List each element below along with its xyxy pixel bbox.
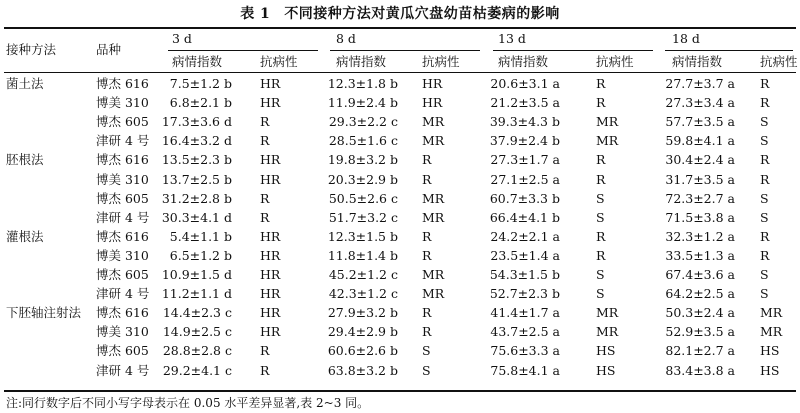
resistance-value: HR	[260, 95, 281, 110]
resistance-value: S	[596, 191, 605, 206]
disease-index-value: 11.8±1.4 b	[327, 248, 398, 263]
resistance-value: S	[760, 114, 769, 129]
disease-index-value: 29.3±2.2 c	[328, 114, 398, 129]
resistance-value: R	[760, 229, 770, 244]
disease-index-value: 75.8±4.1 a	[490, 363, 560, 378]
header-resistance-1: 抗病性	[422, 54, 460, 69]
resistance-value: R	[422, 229, 432, 244]
resistance-value: S	[422, 343, 431, 358]
row-variety: 博美 310	[96, 248, 149, 263]
disease-index-value: 10.9±1.5 d	[161, 267, 232, 282]
resistance-value: R	[260, 343, 270, 358]
header-day-underline-3	[665, 50, 793, 51]
resistance-value: MR	[760, 324, 783, 339]
header-index-2: 病情指数	[498, 54, 549, 69]
disease-index-value: 24.2±2.1 a	[490, 229, 560, 244]
resistance-value: MR	[422, 210, 445, 225]
disease-index-value: 72.3±2.7 a	[665, 191, 735, 206]
disease-index-value: 52.7±2.3 b	[489, 286, 560, 301]
resistance-value: HS	[760, 343, 780, 358]
disease-index-value: 12.3±1.5 b	[327, 229, 398, 244]
row-variety: 博杰 605	[96, 114, 149, 129]
resistance-value: MR	[422, 267, 445, 282]
resistance-value: R	[596, 172, 606, 187]
resistance-value: R	[596, 152, 606, 167]
resistance-value: R	[422, 305, 432, 320]
disease-index-value: 6.8±2.1 b	[169, 95, 232, 110]
row-variety: 博美 310	[96, 324, 149, 339]
disease-index-value: 51.7±3.2 c	[328, 210, 398, 225]
resistance-value: R	[760, 76, 770, 91]
resistance-value: MR	[422, 191, 445, 206]
resistance-value: HS	[760, 363, 780, 378]
disease-index-value: 21.2±3.5 a	[490, 95, 560, 110]
header-index-0: 病情指数	[172, 54, 223, 69]
resistance-value: HR	[260, 305, 281, 320]
disease-index-value: 30.3±4.1 d	[161, 210, 232, 225]
resistance-value: HR	[260, 267, 281, 282]
bottom-rule	[4, 390, 796, 392]
resistance-value: HR	[422, 76, 443, 91]
resistance-value: MR	[422, 114, 445, 129]
disease-index-value: 37.9±2.4 b	[489, 133, 560, 148]
header-day-underline-2	[493, 50, 653, 51]
row-method: 菌土法	[6, 76, 44, 91]
resistance-value: S	[760, 267, 769, 282]
header-resistance-2: 抗病性	[596, 54, 634, 69]
resistance-value: S	[596, 210, 605, 225]
disease-index-value: 11.2±1.1 d	[161, 286, 232, 301]
disease-index-value: 54.3±1.5 b	[489, 267, 560, 282]
disease-index-value: 6.5±1.2 b	[169, 248, 232, 263]
resistance-value: MR	[596, 305, 619, 320]
resistance-value: R	[260, 210, 270, 225]
disease-index-value: 63.8±3.2 b	[327, 363, 398, 378]
resistance-value: R	[422, 172, 432, 187]
header-resistance-0: 抗病性	[260, 54, 298, 69]
row-variety: 津研 4 号	[96, 286, 150, 301]
row-variety: 津研 4 号	[96, 363, 150, 378]
disease-index-value: 57.7±3.5 a	[665, 114, 735, 129]
disease-index-value: 30.4±2.4 a	[665, 152, 735, 167]
disease-index-value: 16.4±3.2 d	[161, 133, 232, 148]
disease-index-value: 5.4±1.1 b	[169, 229, 232, 244]
resistance-value: MR	[422, 286, 445, 301]
resistance-value: MR	[596, 114, 619, 129]
disease-index-value: 27.1±2.5 a	[490, 172, 560, 187]
resistance-value: HS	[596, 343, 616, 358]
disease-index-value: 33.5±1.3 a	[665, 248, 735, 263]
resistance-value: R	[596, 248, 606, 263]
resistance-value: HR	[260, 229, 281, 244]
resistance-value: HR	[422, 95, 443, 110]
disease-index-value: 82.1±2.7 a	[665, 343, 735, 358]
disease-index-value: 66.4±4.1 b	[489, 210, 560, 225]
disease-index-value: 19.8±3.2 b	[327, 152, 398, 167]
row-method: 下胚轴注射法	[6, 305, 82, 320]
row-variety: 津研 4 号	[96, 133, 150, 148]
resistance-value: R	[422, 248, 432, 263]
table-number: 表 1	[240, 6, 271, 22]
resistance-value: S	[760, 191, 769, 206]
resistance-value: R	[760, 172, 770, 187]
resistance-value: HR	[260, 248, 281, 263]
disease-index-value: 17.3±3.6 d	[161, 114, 232, 129]
resistance-value: R	[596, 95, 606, 110]
disease-index-value: 7.5±1.2 b	[169, 76, 232, 91]
row-variety: 博美 310	[96, 95, 149, 110]
table-caption	[0, 3, 800, 23]
disease-index-value: 29.2±4.1 c	[162, 363, 232, 378]
resistance-value: R	[760, 95, 770, 110]
disease-index-value: 64.2±2.5 a	[665, 286, 735, 301]
disease-index-value: 43.7±2.5 a	[490, 324, 560, 339]
resistance-value: S	[760, 210, 769, 225]
table-note: 注:同行数字后不同小写字母表示在 0.05 水平差异显著,表 2~3 同。	[6, 396, 370, 410]
row-variety: 博杰 616	[96, 152, 149, 167]
disease-index-value: 39.3±4.3 b	[489, 114, 560, 129]
resistance-value: HS	[596, 363, 616, 378]
row-variety: 博杰 616	[96, 305, 149, 320]
resistance-value: S	[596, 286, 605, 301]
resistance-value: HR	[260, 152, 281, 167]
header-day-1: 8 d	[336, 31, 356, 46]
disease-index-value: 41.4±1.7 a	[490, 305, 560, 320]
resistance-value: R	[260, 133, 270, 148]
disease-index-value: 13.5±2.3 b	[161, 152, 232, 167]
header-day-0: 3 d	[172, 31, 192, 46]
disease-index-value: 11.9±2.4 b	[327, 95, 398, 110]
disease-index-value: 20.6±3.1 a	[490, 76, 560, 91]
resistance-value: MR	[760, 305, 783, 320]
resistance-value: MR	[596, 324, 619, 339]
row-variety: 博杰 616	[96, 229, 149, 244]
resistance-value: R	[260, 191, 270, 206]
resistance-value: S	[760, 133, 769, 148]
resistance-value: R	[596, 229, 606, 244]
disease-index-value: 29.4±2.9 b	[327, 324, 398, 339]
resistance-value: HR	[260, 172, 281, 187]
resistance-value: S	[422, 363, 431, 378]
disease-index-value: 45.2±1.2 c	[328, 267, 398, 282]
disease-index-value: 20.3±2.9 b	[327, 172, 398, 187]
disease-index-value: 83.4±3.8 a	[665, 363, 735, 378]
row-variety: 博美 310	[96, 172, 149, 187]
disease-index-value: 14.9±2.5 c	[162, 324, 232, 339]
header-day-underline-1	[330, 50, 480, 51]
disease-index-value: 32.3±1.2 a	[665, 229, 735, 244]
disease-index-value: 52.9±3.5 a	[665, 324, 735, 339]
disease-index-value: 42.3±1.2 c	[328, 286, 398, 301]
disease-index-value: 71.5±3.8 a	[665, 210, 735, 225]
resistance-value: S	[596, 267, 605, 282]
row-variety: 博杰 605	[96, 267, 149, 282]
resistance-value: R	[760, 248, 770, 263]
resistance-value: S	[760, 286, 769, 301]
disease-index-value: 27.3±1.7 a	[490, 152, 560, 167]
resistance-value: HR	[260, 324, 281, 339]
header-resistance-3: 抗病性	[760, 54, 798, 69]
row-variety: 博杰 616	[96, 76, 149, 91]
disease-index-value: 27.7±3.7 a	[665, 76, 735, 91]
disease-index-value: 23.5±1.4 a	[490, 248, 560, 263]
header-index-3: 病情指数	[672, 54, 723, 69]
header-day-underline-0	[168, 50, 318, 51]
row-variety: 博杰 605	[96, 191, 149, 206]
header-rule	[4, 72, 796, 73]
table-title: 不同接种方法对黄瓜穴盘幼苗枯萎病的影响	[284, 6, 560, 22]
resistance-value: MR	[596, 133, 619, 148]
disease-index-value: 28.5±1.6 c	[328, 133, 398, 148]
header-variety: 品种	[96, 42, 122, 57]
disease-index-value: 27.9±3.2 b	[327, 305, 398, 320]
header-method: 接种方法	[6, 42, 57, 57]
resistance-value: R	[260, 363, 270, 378]
disease-index-value: 14.4±2.3 c	[162, 305, 232, 320]
resistance-value: R	[760, 152, 770, 167]
disease-index-value: 50.3±2.4 a	[665, 305, 735, 320]
disease-index-value: 31.7±3.5 a	[665, 172, 735, 187]
disease-index-value: 60.6±2.6 b	[327, 343, 398, 358]
resistance-value: HR	[260, 76, 281, 91]
row-method: 胚根法	[6, 152, 44, 167]
disease-index-value: 75.6±3.3 a	[490, 343, 560, 358]
row-variety: 博杰 605	[96, 343, 149, 358]
disease-index-value: 67.4±3.6 a	[665, 267, 735, 282]
disease-index-value: 60.7±3.3 b	[489, 191, 560, 206]
header-day-2: 13 d	[498, 31, 526, 46]
disease-index-value: 59.8±4.1 a	[665, 133, 735, 148]
disease-index-value: 13.7±2.5 b	[161, 172, 232, 187]
disease-index-value: 12.3±1.8 b	[327, 76, 398, 91]
resistance-value: R	[422, 324, 432, 339]
disease-index-value: 50.5±2.6 c	[328, 191, 398, 206]
header-day-3: 18 d	[672, 31, 700, 46]
row-method: 灌根法	[6, 229, 44, 244]
resistance-value: R	[422, 152, 432, 167]
resistance-value: R	[260, 114, 270, 129]
top-rule	[4, 27, 796, 29]
disease-index-value: 27.3±3.4 a	[665, 95, 735, 110]
disease-index-value: 28.8±2.8 c	[162, 343, 232, 358]
resistance-value: R	[596, 76, 606, 91]
resistance-value: HR	[260, 286, 281, 301]
resistance-value: MR	[422, 133, 445, 148]
disease-index-value: 31.2±2.8 b	[161, 191, 232, 206]
header-index-1: 病情指数	[336, 54, 387, 69]
row-variety: 津研 4 号	[96, 210, 150, 225]
